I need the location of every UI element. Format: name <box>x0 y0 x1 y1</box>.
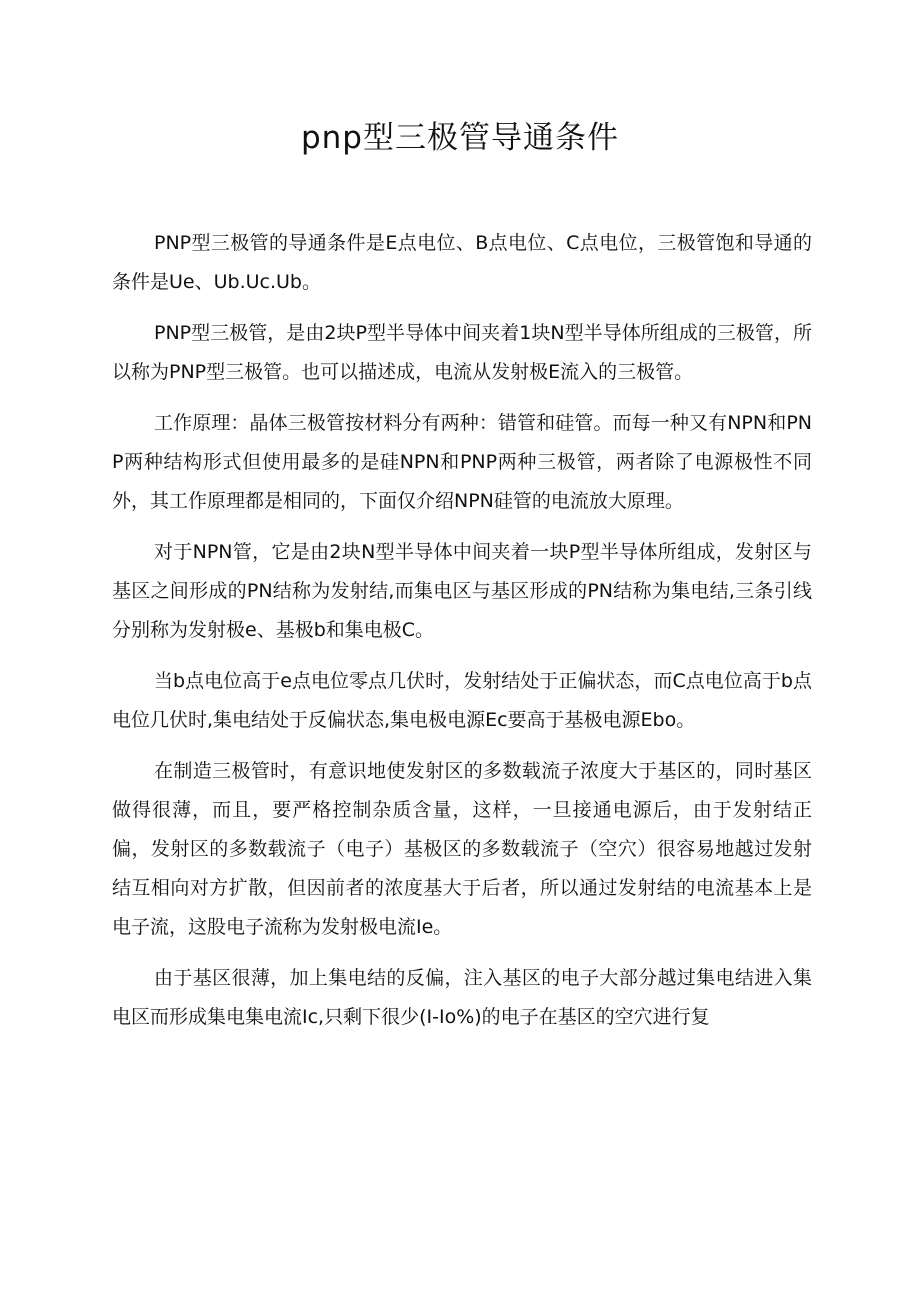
paragraph-conduction-condition: PNP型三极管的导通条件是E点电位、B点电位、C点电位，三极管饱和导通的条件是Ue、Ub.Uc.Ub。 <box>112 232 812 293</box>
paragraph-working-principle: 工作原理：晶体三极管按材料分有两种：错管和硅管。而每一种又有NPN和PNP两种结构形式但使用最多的是硅NPN和PNP两种三极管，两者除了电源极性不同外，其工作原理都是相同的，下面仅介绍NPN硅管的电流放大原理。 <box>112 412 812 512</box>
paragraph-collector-current: 由于基区很薄，加上集电结的反偏，注入基区的电子大部分越过集电结进入集电区而形成集电集电流Ic,只剩下很少(I-Io%)的电子在基区的空穴进行复 <box>112 967 812 1028</box>
paragraph-pnp-structure: PNP型三极管，是由2块P型半导体中间夹着1块N型半导体所组成的三极管，所以称为PNP型三极管。也可以描述成，电流从发射极E流入的三极管。 <box>112 322 812 383</box>
document-body <box>112 224 812 1049</box>
paragraph-manufacturing: 在制造三极管时，有意识地使发射区的多数载流子浓度大于基区的，同时基区做得很薄，而且，要严格控制杂质含量，这样，一旦接通电源后，由于发射结正偏，发射区的多数载流子（电子）基极区的多数载流子（空穴）很容易地越过发射结互相向对方扩散，但因前者的浓度基大于后者，所以通过发射结的电流基本上是电子流，这股电子流称为发射极电流Ie。 <box>112 760 812 938</box>
document-title: pnp型三极管导通条件 <box>300 120 619 156</box>
paragraph-bias-state: 当b点电位高于e点电位零点几伏时，发射结处于正偏状态，而C点电位高于b点电位几伏时,集电结处于反偏状态,集电极电源Ec要高于基极电源Ebo。 <box>112 670 812 731</box>
paragraph-npn-structure: 对于NPN管，它是由2块N型半导体中间夹着一块P型半导体所组成，发射区与基区之间形成的PN结称为发射结,而集电区与基区形成的PN结称为集电结,三条引线分别称为发射极e、基极b和集电极C。 <box>112 541 812 641</box>
